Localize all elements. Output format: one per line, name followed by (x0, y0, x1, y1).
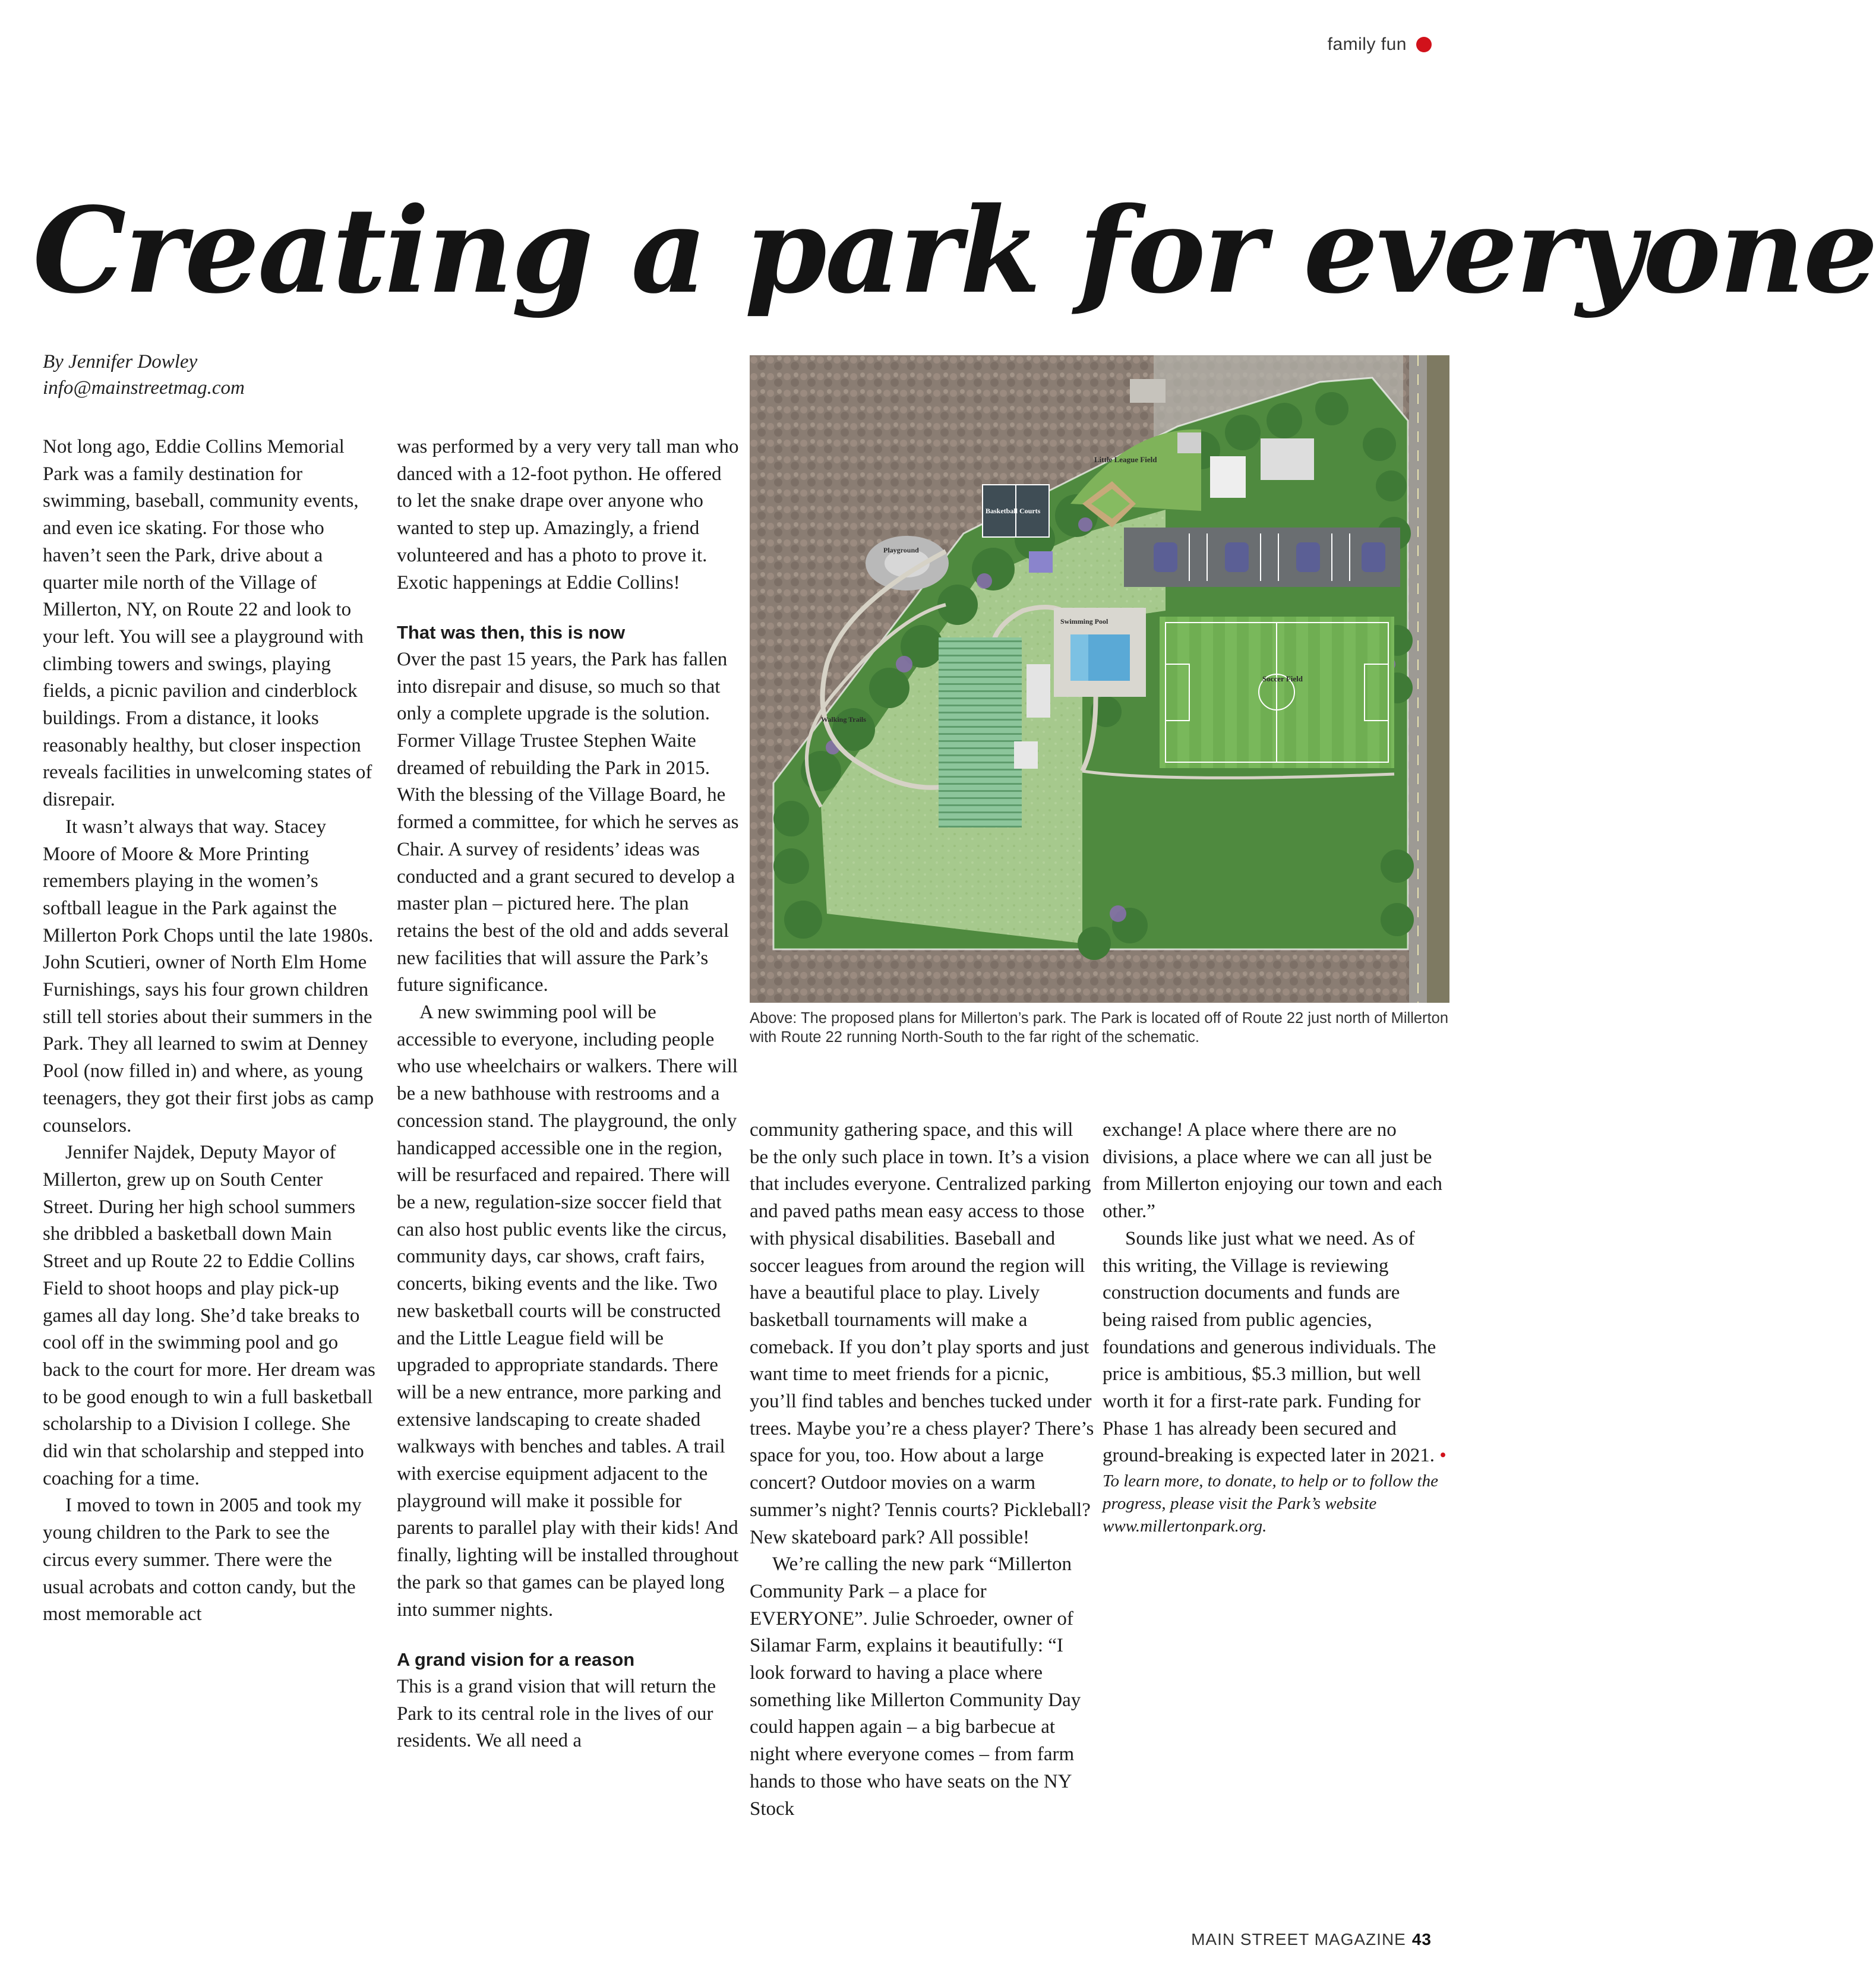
paragraph: Not long ago, Eddie Collins Memorial Park was a family destination for swimming, baseball, community events, and even ice skating. For those who haven’t seen the Park, drive about a quarter mile north of the Village of Millerton, NY, on Route 22 and look to your left. You will see a playground with climbing towers and swings, playing fields, a picnic pavilion and cinderblock buildings. From a distance, it looks reasonably healthy, but closer inspection reveals facilities in unwelcoming states of disrepair. (43, 436, 372, 811)
page-footer (1191, 1930, 1432, 1949)
paragraph: exchange! A place where there are no divisions, a place where we can all just be from Millerton enjoying our town and each other.” (1103, 1119, 1442, 1223)
paragraph: community gathering space, and this will be the only such place in town. It’s a vision that includes everyone. Centralized parking and paved paths mean easy access to those with physical disabilities. Baseball and soccer leagues from around the region will have a beautiful place to play. Lively basketball tournaments will make a comeback. If you don’t play sports and just want time to meet friends for a picnic, you’ll find tables and benches tucked under trees. Maybe you’re a chess player? There’s space for you, too. How about a large concert? Outdoor movies on a warm summer’s night? Tennis courts? Pickleball? New skateboard park? All possible! (750, 1119, 1094, 1548)
donation-note: To learn more, to donate, to help or to follow the progress, please visit the Park’s website www.millertonpark.org. (1103, 1471, 1438, 1536)
soccer-label: Soccer Field (1262, 674, 1303, 683)
paragraph: A new swimming pool will be accessible to everyone, including people who use wheelchairs or walkers. There will be a new bathhouse with restrooms and a concession stand. The playground, the only handicapped accessible one in the region, will be resurfaced and repaired. There will be a new, regulation-size soccer field that can also host public events like the circus, community days, car shows, craft fairs, concerts, biking events and the like. Two new basketball courts will be constructed and the Little League field will be upgraded to appropriate standards. There will be a new entrance, more parking and extensive landscaping to create shaded walkways with benches and tables. A trail with exercise equipment adjacent to the playground will make it possible for parents to parallel play with their kids! And finally, lighting will be installed throughout the park so that games can be played long into summer nights. (397, 1002, 739, 1621)
paragraph: It wasn’t always that way. Stacey Moore of Moore & More Printing remembers playing in the women’s softball league in the Park against the Millerton Pork Chops until the late 1980s. John Scutieri, owner of North Elm Home Furnishings, says his four grown children still tell stories about their summers in the Park. They all learned to swim at Denney Pool (now filled in) and where, as young teenagers, they got their first jobs as camp counselors. (43, 816, 374, 1136)
aerial-field-right (1427, 355, 1449, 1003)
article-column-3 (750, 1117, 1094, 1823)
park-site-plan (750, 355, 1449, 1003)
basketball-label: Basketball Courts (986, 507, 1041, 515)
paragraph: Jennifer Najdek, Deputy Mayor of Millerton, grew up on South Center Street. During her high school summers she dribbled a basketball down Main Street and up Route 22 to Eddie Collins Field to shoot hoops and play pick-up games all day long. She’d take breaks to cool off in the swimming pool and go back to the court for more. Her dream was to be good enough to win a full basketball scholarship to a Division I college. She did win that scholarship and stepped into coaching for a time. (43, 1142, 375, 1489)
end-mark-icon: • (1439, 1445, 1447, 1467)
closing-text: Sounds like just what we need. As of this writing, the Village is reviewing construction documents and funds are being raised from public agencies, foundations and generous individuals. The price is ambitious, $5.3 million, but well worth it for a first-rate park. Funding for Phase 1 has already been secured and ground-breaking is expected later in 2021. (1103, 1227, 1436, 1467)
paragraph (1103, 1226, 1447, 1470)
magazine-name: MAIN STREET MAGAZINE (1191, 1930, 1406, 1949)
author-email: info@mainstreetmag.com (43, 377, 245, 399)
section-heading: That was then, this is now (397, 622, 626, 643)
section-label: family fun (1327, 34, 1407, 54)
paragraph: I moved to town in 2005 and took my young children to the Park to see the circus every summer. There were the usual acrobats and cotton candy, but the most memorable act (43, 1495, 362, 1625)
byline (43, 349, 245, 401)
paragraph: We’re calling the new park “Millerton Community Park – a place for EVERYONE”. Julie Schroeder, owner of Silamar Farm, explains it beautifully: “I look forward to having a place where something like Millerton Community Day could happen again – a big barbecue at night where everyone comes – from farm hands to those who have seats on the NY Stock (750, 1553, 1081, 1820)
swimming-pool-label: Swimming Pool (1060, 617, 1108, 626)
section-heading: A grand vision for a reason (397, 1649, 635, 1670)
article-column-2 (397, 434, 740, 1755)
article-title: Creating a park for everyone (33, 181, 1876, 320)
little-league-label: Little League Field (1094, 455, 1157, 464)
article-column-1 (43, 434, 375, 1628)
author-name: By Jennifer Dowley (43, 351, 198, 372)
paragraph: was performed by a very very tall man who danced with a 12-foot python. He offered to let the snake drape over anyone who wanted to step up. Amazingly, a friend volunteered and has a photo to prove it. Exotic happenings at Eddie Collins! (397, 436, 739, 593)
paragraph: This is a grand vision that will return the Park to its central role in the lives of our residents. We all need a (397, 1675, 716, 1752)
section-tag (1328, 34, 1432, 55)
page-number: 43 (1411, 1930, 1432, 1949)
red-dot-icon (1416, 37, 1432, 52)
playground-label: Playground (883, 546, 919, 554)
paragraph: Over the past 15 years, the Park has fallen into disrepair and disuse, so much so that only a complete upgrade is the solution. Former Village Trustee Stephen Waite dreamed of rebuilding the Park in 2015. With the blessing of the Village Board, he formed a committee, for which he serves as Chair. A survey of residents’ ideas was conducted and a grant secured to develop a master plan – pictured here. The plan retains the best of the old and adds several new facilities that will assure the Park’s future significance. (397, 648, 739, 996)
walking-trails-label: Walking Trails (821, 715, 866, 724)
figure-caption: Above: The proposed plans for Millerton’s park. The Park is located off of Route 22 just north of Millerton with Route 22 running North-South to the far right of the schematic. (750, 1010, 1449, 1046)
article-column-4 (1103, 1117, 1447, 1537)
picnic-area (939, 637, 1022, 828)
